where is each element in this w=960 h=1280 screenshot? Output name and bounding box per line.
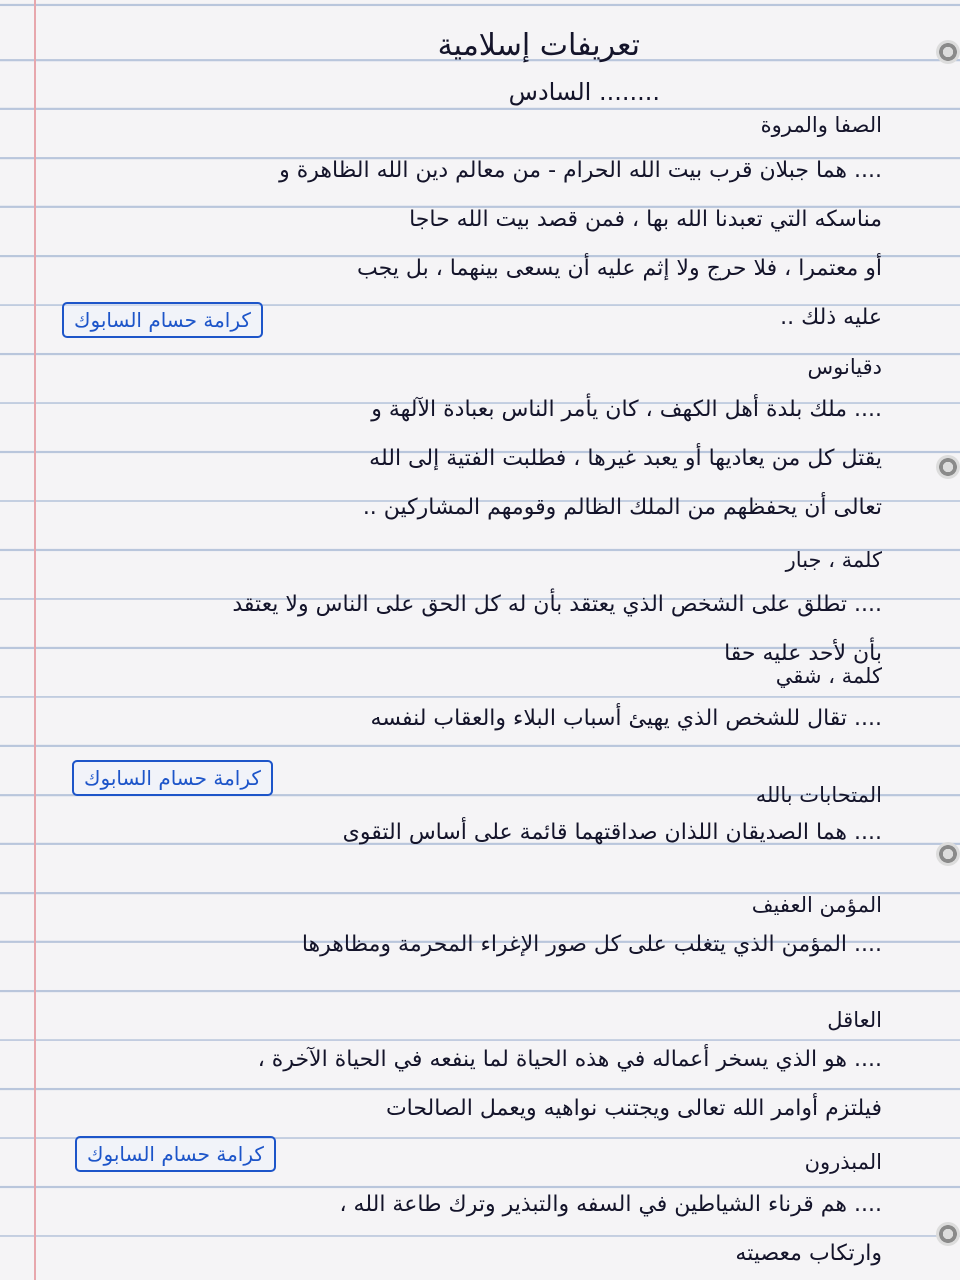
binder-hole <box>936 40 960 64</box>
watermark-stamp: كرامة حسام السابوك <box>75 1136 276 1172</box>
term-heading: المؤمن العفيف <box>751 893 882 917</box>
definition-text <box>22 1035 882 1133</box>
definition-line: عليه ذلك .. <box>780 305 882 330</box>
page-title: تعريفات إسلامية <box>437 28 640 63</box>
definition-line: مناسكه التي تعبدنا الله بها ، فمن قصد بيت الله حاجا <box>409 207 882 232</box>
binder-hole <box>936 455 960 479</box>
term-heading: كلمة ، شقي <box>775 664 882 688</box>
definition-text <box>22 580 882 678</box>
definition-line: .... هما الصديقان اللذان صداقتهما قائمة على أساس التقوى <box>342 820 882 845</box>
definition-line: .... المؤمن الذي يتغلب على كل صور الإغراء المحرمة ومظاهرها <box>301 932 882 957</box>
term-heading: المبذرون <box>804 1150 882 1174</box>
binder-hole <box>936 1222 960 1246</box>
definition-line: وارتكاب معصيته <box>735 1241 882 1266</box>
term-heading: كلمة ، جبار <box>785 548 882 572</box>
definition-line: .... هم قرناء الشياطين في السفه والتبذير وترك طاعة الله ، <box>339 1192 882 1217</box>
definition-text <box>22 385 882 532</box>
definition-line: تعالى أن يحفظهم من الملك الظالم وقومهم المشاركين .. <box>362 495 882 520</box>
definition-line: فيلتزم أوامر الله تعالى ويجتنب نواهيه ويعمل الصالحات <box>385 1096 882 1121</box>
definition-text <box>22 808 882 857</box>
definition-text <box>22 1180 882 1278</box>
watermark-stamp: كرامة حسام السابوك <box>62 302 263 338</box>
definition-line: يقتل كل من يعاديها أو يعبد غيرها ، فطلبت الفتية إلى الله <box>369 446 882 471</box>
definition-line: .... هو الذي يسخر أعماله في هذه الحياة لما ينفعه في الحياة الآخرة ، <box>257 1047 882 1072</box>
binder-hole <box>936 842 960 866</box>
lesson-subtitle: ........ السادس <box>508 78 660 106</box>
term-heading: الصفا والمروة <box>760 113 882 137</box>
term-heading: العاقل <box>827 1008 882 1032</box>
definition-line: .... ملك بلدة أهل الكهف ، كان يأمر الناس بعبادة الآلهة و <box>371 397 882 422</box>
definition-line: أو معتمرا ، فلا حرج ولا إثم عليه أن يسعى بينهما ، بل يجب <box>357 256 882 281</box>
definition-line: بأن لأحد عليه حقا <box>724 641 882 666</box>
term-heading: دقيانوس <box>807 355 882 379</box>
term-heading: المتحابات بالله <box>755 783 882 807</box>
definition-line: .... تقال للشخص الذي يهيئ أسباب البلاء والعقاب لنفسه <box>370 706 882 731</box>
definition-text <box>22 920 882 969</box>
definition-text <box>22 694 882 743</box>
watermark-stamp: كرامة حسام السابوك <box>72 760 273 796</box>
definition-line: .... هما جبلان قرب بيت الله الحرام - من معالم دين الله الظاهرة و <box>279 158 882 183</box>
definition-line: .... تطلق على الشخص الذي يعتقد بأن له كل الحق على الناس ولا يعتقد <box>232 592 882 617</box>
